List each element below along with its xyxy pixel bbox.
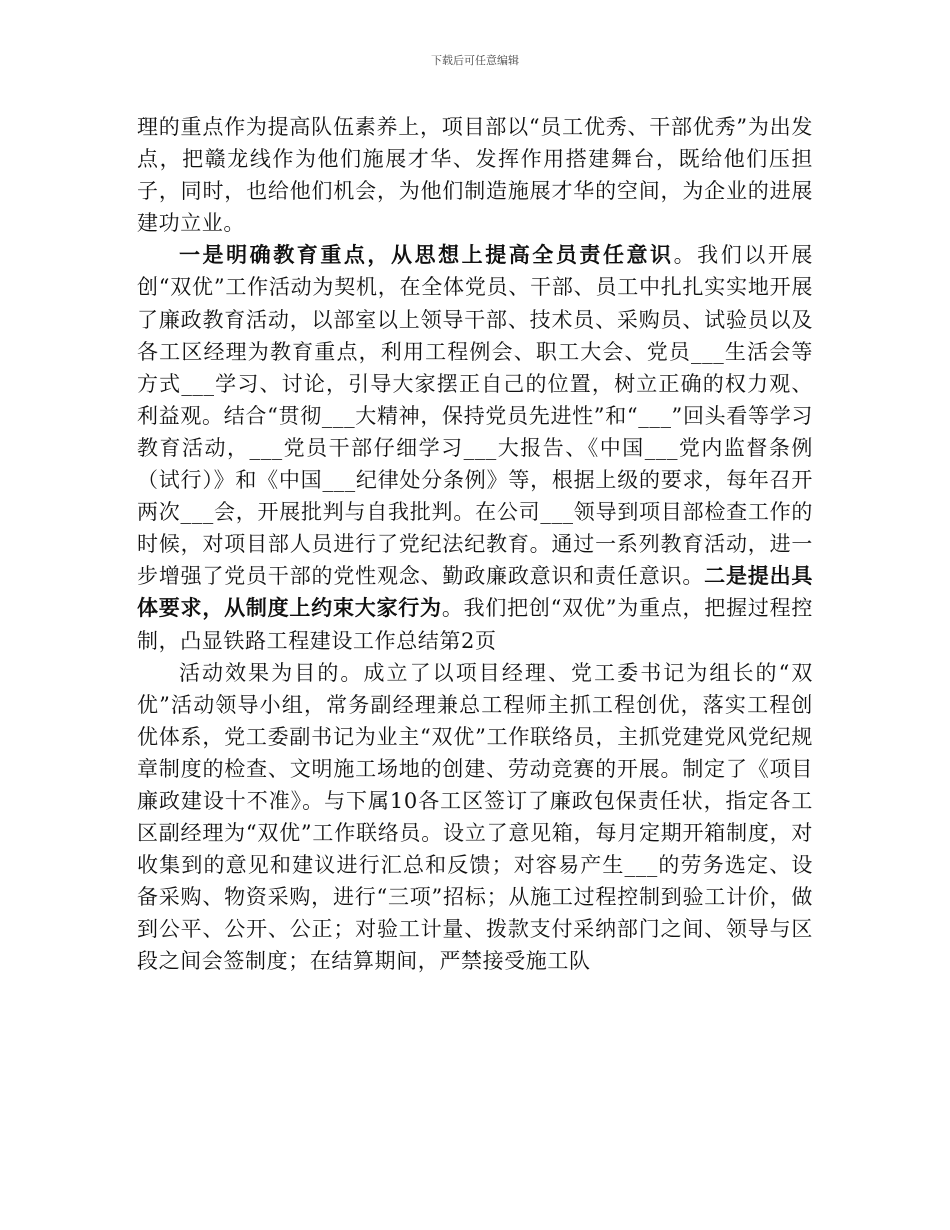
heading-education-focus: 一是明确教育重点，从思想上提高全员责任意识 <box>179 242 674 268</box>
document-body <box>137 111 813 978</box>
page-header: 下载后可任意编辑 <box>431 54 519 67</box>
heading-specific-requirements: 二是提出具体要求，从制度上约束大家行为 <box>137 563 813 621</box>
paragraph-activity-effect: 活动效果为目的。成立了以项目经理、党工委书记为组长的“双优”活动领导小组，常务副经理兼总工程师主抓工程创优，落实工程创优体系，党工委副书记为业主“双优”工作联络员，主抓党建党风党纪规章制度的检查、文明施工场地的创建、劳动竞赛的开展。制定了《项目廉政建设十不准》。与下属10各工区签订了廉政包保责任状，指定各工区副经理为“双优”工作联络员。设立了意见箱，每月定期开箱制度，对收集到的意见和建议进行汇总和反馈；对容易产生___的劳务选定、设备采购、物资采购，进行“三项”招标；从施工过程控制到验工计价，做到公平、公开、公正；对验工计量、拨款支付采纳部门之间、领导与区段之间会签制度；在结算期间，严禁接受施工队 <box>137 660 813 974</box>
paragraph-education <box>137 239 813 656</box>
paragraph-education-text: 。我们以开展创“双优”工作活动为契机，在全体党员、干部、员工中扎扎实实地开展了廉政教育活动，以部室以上领导干部、技术员、采购员、试验员以及各工区经理为教育重点，利用工程例会、职工大会、党员___生活会等方式___学习、讨论，引导大家摆正自己的位置，树立正确的权力观、利益观。结合“贯彻___大精神，保持党员先进性”和“___”回头看等学习教育活动，___党员干部仔细学习___大报告、《中国___党内监督条例（试行）》和《中国___纪律处分条例》等，根据上级的要求，每年召开两次___会，开展批判与自我批判。在公司___领导到项目部检查工作的时候，对项目部人员进行了党纪法纪教育。通过一系列教育活动，进一步增强了党员干部的党性观念、勤政廉政意识和责任意识。 <box>137 243 813 589</box>
paragraph-requirements-text: 。我们把创“双优”为重点，把握过程控制，凸显铁路工程建设工作总结第2页 <box>137 596 813 653</box>
paragraph-intro: 理的重点作为提高队伍素养上，项目部以“员工优秀、干部优秀”为出发点，把赣龙线作为他们施展才华、发挥作用搭建舞台，既给他们压担子，同时，也给他们机会，为他们制造施展才华的空间，为企业的进展建功立业。 <box>137 115 813 236</box>
